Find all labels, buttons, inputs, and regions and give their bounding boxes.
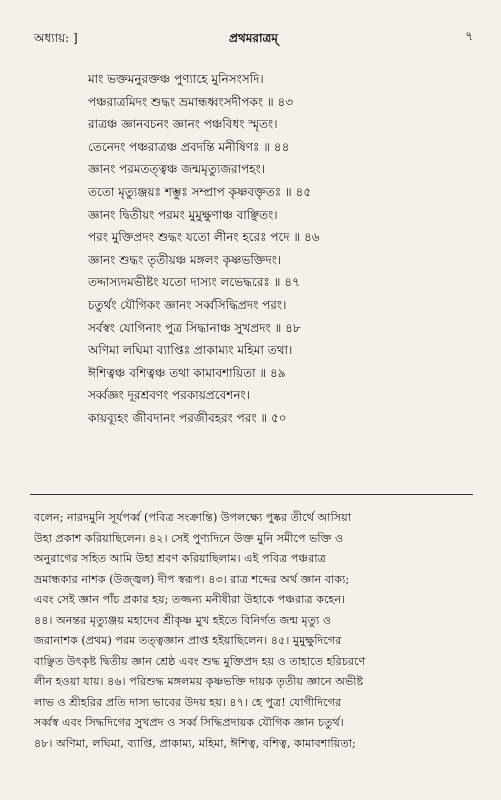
commentary-line: অনুরাগের সহিত আমি উহা শ্রবণ করিয়াছিলাম। এই পবিত্র পঞ্চরাত্র (34, 552, 326, 565)
chapter-marker: অধ্যায়: ] (34, 31, 78, 45)
verse-line: জ্ঞানং দ্বিতীয়ং পরমং মুমুক্ষুণাঞ্চ বাঞ্ছিতং। (88, 207, 278, 222)
page-header (34, 30, 473, 50)
verse-line: পঞ্চরাত্রমিদং শুদ্ধং ভ্রমান্ধধ্বংসদীপকং ॥ ৪৩ (88, 94, 294, 109)
verse-line: সর্ব্বজ্ঞং দূরশ্রবণং পরকায়প্রবেশনং। (88, 388, 250, 403)
commentary-line: উহা প্রকাশ করিয়াছিলেন। ৪২। সেই পুণ্যদিনে উক্ত মুনি সমীপে ভক্তি ও (34, 531, 344, 545)
verse-line: অণিমা লঘিমা ব্যাপ্তিঃ প্রাকাম্যং মহিমা তথা। (88, 343, 293, 358)
verse-line: পরং মুক্তিপ্রদং শুদ্ধং যতো লীনং হরেঃ পদে ॥ ৪৬ (88, 230, 320, 245)
verse-line: জ্ঞানং পরমতত্ত্বঞ্চ জন্মমৃত্যুজরাপহং। (88, 162, 266, 177)
running-title: প্রথমরাত্রম্ (229, 31, 278, 45)
commentary-line: লাভ ও শ্রীহরির প্রতি দাস্য ভাবের উদয় হয়। ৪৭। হে পুত্র! যোগীদিগের (34, 695, 342, 709)
page-number: ৭ (465, 29, 473, 43)
commentary-line: লীন হওয়া যায়। ৪৬। পরিশুদ্ধ মঙ্গলময় কৃষ্ণভক্তি দায়ক তৃতীয় জ্ঞানে অভীষ্ট (34, 675, 364, 688)
commentary-line: ৪৮। অণিমা, লঘিমা, ব্যাপ্তি, প্রাকাম্য, মহিমা, ঈশিত্ব, বশিত্ব, কামাবশায়িতা; (34, 736, 356, 750)
sanskrit-verses (88, 68, 483, 430)
commentary-line: এবং সেই জ্ঞান পাঁচ প্রকার হয়; তজ্জন্য মনীষীরা উহাকে পঞ্চরাত্র কহেন। (34, 593, 346, 606)
verse-line: সর্বস্বং যোগিনাং পুত্র সিদ্ধানাঞ্চ সুখপ্রদং ॥ ৪৮ (88, 320, 301, 335)
verse-line: কায়ব্যূহং জীবদানং পরজীবহরং পরং ॥ ৫০ (88, 410, 287, 425)
verse-line: মাং ভক্তমনুরক্তঞ্চ পুণ্যাহে মুনিসংসদি। (88, 72, 264, 86)
verse-line: চতুর্থং যৌগিকং জ্ঞানং সর্ব্বসিদ্ধিপ্রদং পরং। (88, 297, 287, 312)
commentary-line: বলেন; নারদমুনি সূর্যপর্ব্ব (পবিত্র সংক্রান্তি) উপলক্ষ্যে পুষ্কর তীর্থে আসিয়া (34, 511, 352, 524)
commentary-line: ৪৪। অনন্তর মৃত্যুঞ্জয় মহাদেব শ্রীকৃষ্ণ মুখ হইতে বিনির্গত জন্ম মৃত্যু ও (34, 613, 332, 627)
section-divider (30, 494, 473, 495)
commentary-line: বাঞ্ছিত উৎকৃষ্ট দ্বিতীয় জ্ঞান শ্রেষ্ঠ এবং শুদ্ধ মুক্তিপ্রদ হয় ও তাহাতে হরিচরণে (34, 654, 366, 668)
verse-line: জ্ঞানং শুদ্ধং তৃতীয়ঞ্চ মঙ্গলং কৃষ্ণভক্তিদং। (88, 252, 282, 267)
commentary-line: জরানাশক (প্রথম) পরম তত্ত্বজ্ঞান প্রাপ্ত হইয়াছিলেন। ৪৫। মুমুক্ষুদিগের (34, 634, 342, 647)
verse-line: ততো মৃত্যুঞ্জয়ঃ শম্ভুঃ সম্প্রাপ কৃষ্ণবক্তৃতঃ ॥ ৪৫ (88, 184, 312, 199)
commentary-line: সর্ব্বস্ব এবং সিদ্ধদিগের সুখপ্রদ ও সর্ব্ব সিদ্ধিপ্রদায়ক যৌগিক জ্ঞান চতুর্থ। (34, 716, 344, 729)
bengali-commentary (34, 508, 474, 754)
verse-line: রাত্রঞ্চ জ্ঞানবচনং জ্ঞানং পঞ্চবিধং স্মৃতং। (88, 117, 278, 132)
commentary-line: ভ্রমান্ধকার নাশক (উজ্জ্বল) দীপ স্বরূপ। ৪৩। রাত্র শব্দের অর্থ জ্ঞান বাক্য; (34, 572, 350, 586)
verse-line: ঈশিত্বঞ্চ বশিত্বঞ্চ তথা কামাবশায়িতা ॥ ৪৯ (88, 365, 286, 380)
verse-line: তদ্দাস্যদমভীষ্টং যতো দাস্যং লভেদ্ধরেঃ ॥ ৪৭ (88, 275, 300, 290)
verse-line: তেনেদং পঞ্চরাত্রঞ্চ প্রবদন্তি মনীষিণঃ ॥ ৪৪ (88, 139, 290, 154)
